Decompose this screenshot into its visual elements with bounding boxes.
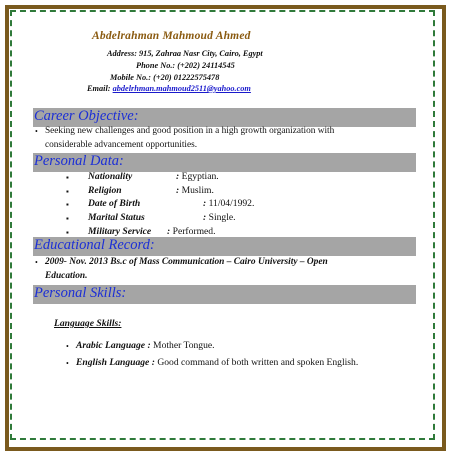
- bullet-icon: •: [66, 359, 69, 368]
- skill-row-english: English Language : Good command of both written and spoken English.: [76, 357, 359, 368]
- personal-value-nationality: : Egyptian.: [176, 171, 219, 182]
- career-objective-title: Career Objective:: [34, 108, 139, 124]
- phone-line: Phone No.: (+202) 24114545: [136, 61, 235, 70]
- bullet-icon: •: [35, 127, 38, 136]
- email-label: Email:: [87, 84, 111, 93]
- candidate-name: Abdelrahman Mahmoud Ahmed: [92, 30, 251, 42]
- address-line: Address: 915, Zahraa Nasr City, Cairo, Egypt: [107, 49, 263, 58]
- mobile-line: Mobile No.: (+20) 01222575478: [110, 73, 220, 82]
- personal-value-military: : Performed.: [167, 226, 216, 237]
- personal-data-header: [33, 153, 416, 172]
- bullet-icon: •: [35, 258, 38, 267]
- personal-row-marital: Marital Status: [88, 212, 145, 223]
- email-line: [87, 84, 251, 93]
- personal-value-dob: : 11/04/1992.: [203, 198, 255, 209]
- career-line-1: Seeking new challenges and good position in a high growth organization with: [45, 126, 335, 136]
- education-line-2: Education.: [45, 271, 88, 281]
- personal-value-marital: : Single.: [203, 212, 236, 223]
- square-bullet-icon: ▪: [66, 200, 69, 209]
- personal-row-religion: Religion: [88, 185, 122, 196]
- education-line-1: 2009- Nov. 2013 Bs.c of Mass Communication – Cairo University – Open: [45, 257, 328, 267]
- skill-row-arabic: Arabic Language : Mother Tongue.: [76, 340, 215, 351]
- personal-data-title: Personal Data:: [34, 153, 124, 169]
- personal-row-nationality: Nationality: [88, 171, 133, 182]
- educational-record-title: Educational Record:: [34, 237, 155, 253]
- square-bullet-icon: ▪: [66, 187, 69, 196]
- personal-value-religion: : Muslim.: [176, 185, 214, 196]
- page-frame-inner: [10, 10, 435, 440]
- personal-row-military: Military Service: [88, 226, 152, 237]
- educational-record-header: [33, 237, 416, 256]
- bullet-icon: •: [66, 342, 69, 351]
- language-skills-subheading: Language Skills:: [54, 318, 122, 329]
- personal-skills-header: [33, 285, 416, 304]
- career-objective-header: [33, 108, 416, 127]
- square-bullet-icon: ▪: [66, 173, 69, 182]
- square-bullet-icon: ▪: [66, 228, 69, 237]
- square-bullet-icon: ▪: [66, 214, 69, 223]
- career-line-2: considerable advancement opportunities.: [45, 140, 198, 150]
- personal-skills-title: Personal Skills:: [34, 285, 127, 301]
- email-link[interactable]: abdelrhman.mahmoud2511@yahoo.com: [112, 84, 251, 93]
- personal-row-dob: Date of Birth: [88, 198, 141, 209]
